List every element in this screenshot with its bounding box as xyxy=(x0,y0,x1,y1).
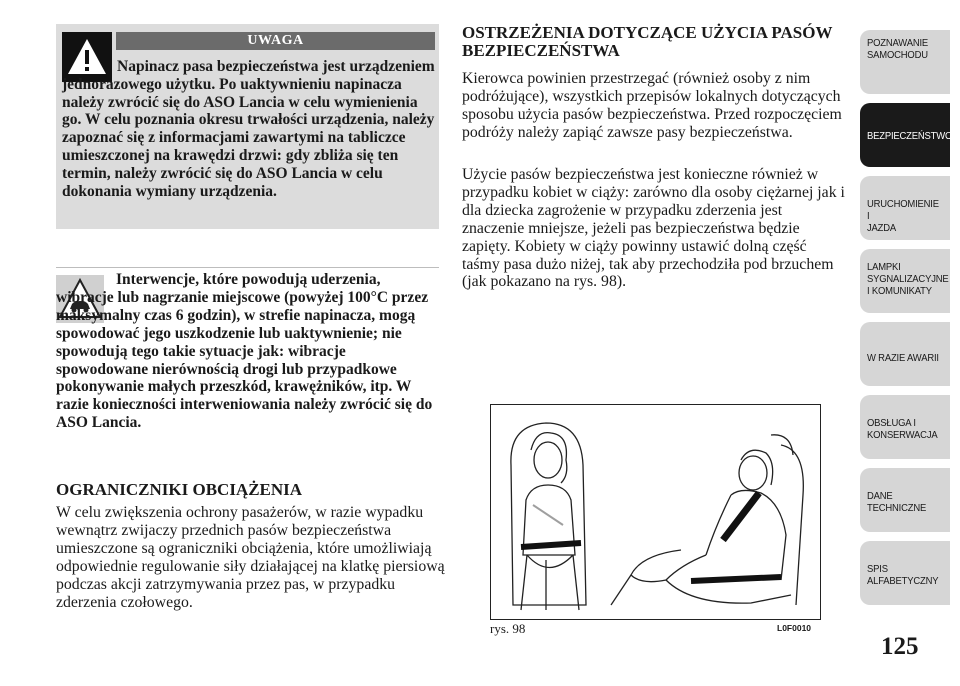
tab-label: KONSERWACJA xyxy=(867,429,938,441)
divider xyxy=(56,267,439,268)
tab-dane-techniczne[interactable] xyxy=(860,468,950,532)
tab-label: SPIS xyxy=(867,563,888,575)
tab-label: SAMOCHODU xyxy=(867,49,928,61)
tab-lampki-sygnalizacyjne[interactable] xyxy=(860,249,950,313)
page-number: 125 xyxy=(881,633,919,660)
belts-paragraph-2: Użycie pasów bezpieczeństwa jest konieczne również w przypadku kobiet w ciąży: zarówno dla osoby ciężarnej jak i dla dziecka zagrożenie w przypadku zderzenia jest znaczenie mniejsze, jeżeli pas bezpieczeństwa będzie zapięty. Kobiety w ciąży powinny ustawić dolną część taśmy pasa dużo niżej, tak aby przechodziła pod brzuchem (jak pokazano na rys. 98). xyxy=(462,166,845,291)
tab-label: URUCHOMIENIE I xyxy=(867,198,939,222)
tab-label: POZNAWANIE xyxy=(867,37,929,49)
pregnant-women-seatbelt-illustration xyxy=(491,405,820,619)
figure-illustration xyxy=(490,404,821,620)
tab-label: W RAZIE AWARII xyxy=(867,352,939,364)
tab-poznawanie-samochodu[interactable] xyxy=(860,30,950,94)
limiters-text: W celu zwiększenia ochrony pasażerów, w razie wypadku wewnątrz zwijaczy przednich pasów bezpieczeństwa umieszczone są ograniczniki obciążenia, które umożliwiają odpowiednie regulowanie siły działającej na klatkę piersiową podczas akcji zatrzymywania przez pas, w przypadku zderzenia czołowego. xyxy=(56,504,445,611)
tab-label: OBSŁUGA I xyxy=(867,417,916,429)
caution-paragraph xyxy=(56,271,439,432)
belts-paragraph-1: Kierowca powinien przestrzegać (również osoby z nim podróżujące), wszystkich przepisów lokalnych dotyczących sposobu użycia pasów bezpieczeństwa. Przed rozpoczęciem podróży należy zapiąć zawsze pasy bezpieczeństwa. xyxy=(462,70,842,141)
tab-label: ALFABETYCZNY xyxy=(867,575,939,587)
tab-label: DANE xyxy=(867,490,893,502)
tab-label: JAZDA xyxy=(867,222,897,234)
tab-w-razie-awarii[interactable] xyxy=(860,322,950,386)
warning-text: Napinacz pasa bezpieczeństwa jest urządzeniem jednorazowego użytku. Po uaktywnieniu napinacza należy zwrócić się do ASO Lancia w celu wymienienia go. W celu poznania okresu trwałości urządzenia, należy zapoznać się z informacjami zawartymi na tabliczce umieszczonej na krawędzi drzwi: gdy zbliża się ten termin, należy zwrócić się do ASO Lancia w celu dokonania wymiany urządzenia. xyxy=(62,58,435,200)
limiters-heading: OGRANICZNIKI OBCIĄŻENIA xyxy=(56,480,303,499)
belts-heading: OSTRZEŻENIA DOTYCZĄCE UŻYCIA PASÓW BEZPIECZEŃSTWA xyxy=(462,23,833,60)
figure-code: L0F0010 xyxy=(777,623,812,633)
tab-label: I KOMUNIKATY xyxy=(867,285,932,297)
tab-spis-alfabetyczny[interactable] xyxy=(860,541,950,605)
tab-label: SYGNALIZACYJNE xyxy=(867,273,949,285)
tab-label: BEZPIECZEŃSTWO xyxy=(867,130,953,142)
tab-uruchomienie-jazda[interactable] xyxy=(860,176,950,240)
figure-caption: rys. 98 xyxy=(490,621,526,636)
tab-obsluga-konserwacja[interactable] xyxy=(860,395,950,459)
tab-label: TECHNICZNE xyxy=(867,502,927,514)
tab-bezpieczenstwo[interactable] xyxy=(860,103,953,167)
tab-label: LAMPKI xyxy=(867,261,901,273)
caution-text: Interwencje, które powodują uderzenia, wibracje lub nagrzanie miejscowe (powyżej 100°C przez maksymalny czas 6 godzin), w strefie napinacza, mogą spowodować jego uszkodzenie lub uaktywnienie; nie spowodują tego takie sytuacje jak: wibracje spowodowane nierównością drogi lub przypadkowe pokonywanie małych przeszkód, krawężników, itp. W razie konieczności interweniowania należy zwrócić się do ASO Lancia. xyxy=(56,271,433,432)
warning-header: UWAGA xyxy=(116,32,435,50)
